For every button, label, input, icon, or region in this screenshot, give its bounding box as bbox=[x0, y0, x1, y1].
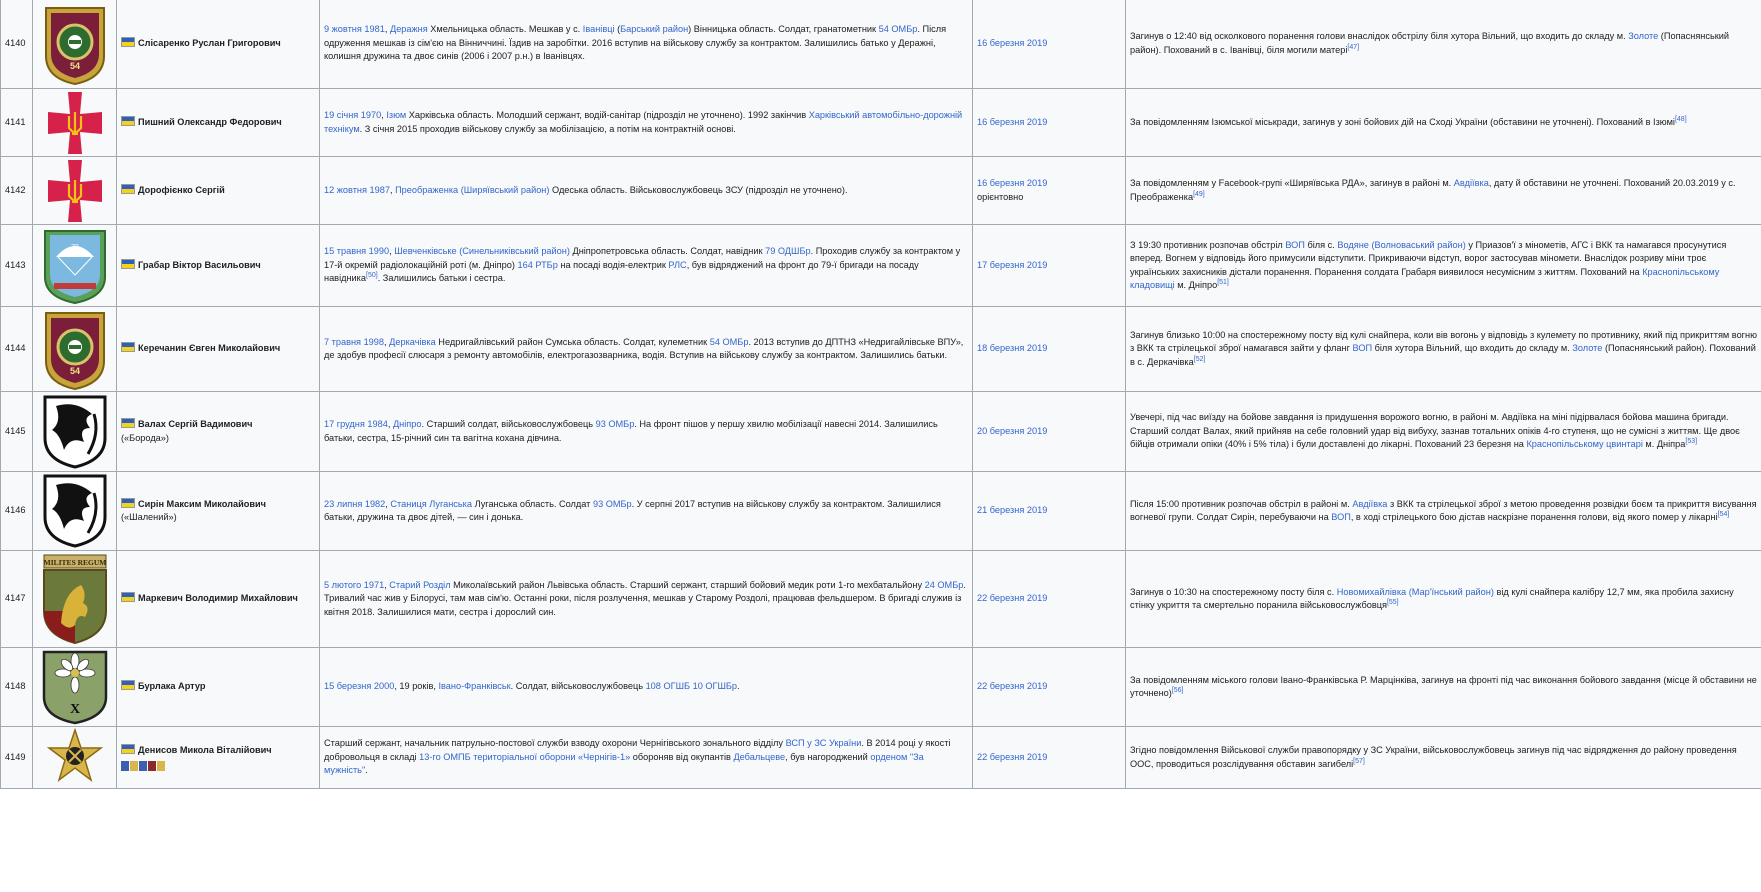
text-segment: , bbox=[381, 110, 387, 120]
text-segment: . bbox=[737, 681, 740, 692]
wiki-link[interactable]: 15 травня 1990 bbox=[324, 246, 390, 257]
wiki-link[interactable]: Авдіївка bbox=[1352, 498, 1388, 509]
wiki-link[interactable]: Золоте bbox=[1572, 343, 1603, 354]
unit-emblem-cell bbox=[33, 472, 117, 551]
table-row bbox=[1, 225, 1761, 307]
text-segment: біля хутора Вільний, що входить до складу м. bbox=[1372, 343, 1573, 354]
text-segment: , був відряджений на фронт до 79-ї бригади на посаду навідника bbox=[324, 259, 919, 284]
wiki-link[interactable]: Деражня bbox=[389, 24, 428, 35]
circumstances-cell bbox=[1126, 225, 1761, 307]
text-segment: , був нагороджений bbox=[785, 751, 871, 762]
text-segment: За повідомленням Ізюмської міськради, загинув у зоні бойових дій на Сході України (обставини не уточнені). Похований в Ізюмі bbox=[1130, 116, 1675, 127]
biography-cell bbox=[320, 157, 973, 225]
ukraine-flag-icon bbox=[121, 184, 135, 194]
footnote-reference[interactable]: [55] bbox=[1386, 598, 1399, 606]
table-row bbox=[1, 157, 1761, 225]
soldier-name-cell bbox=[117, 89, 320, 157]
black-griffin-93-brigade-icon[interactable] bbox=[33, 394, 116, 470]
text-segment: . Старший солдат, військовослужбовець bbox=[421, 419, 596, 429]
ukraine-flag-icon bbox=[121, 37, 135, 47]
biography-cell bbox=[320, 89, 973, 157]
circumstances-cell bbox=[1126, 472, 1761, 551]
death-date-cell bbox=[973, 157, 1126, 225]
ukraine-flag-icon bbox=[121, 342, 135, 352]
soldier-name: Сирін Максим Миколайович bbox=[138, 498, 267, 509]
wiki-link[interactable]: орденом "За мужність" bbox=[324, 751, 924, 776]
circumstances-cell bbox=[1126, 307, 1761, 392]
biography-cell bbox=[320, 727, 973, 789]
text-segment: ) Вінницька область. Солдат, гранатометник bbox=[688, 24, 879, 35]
soldier-name-cell bbox=[117, 392, 320, 472]
footnote-reference[interactable]: [50] bbox=[366, 272, 378, 280]
text-segment: , bbox=[385, 498, 391, 509]
wiki-link[interactable]: Дніпро bbox=[392, 419, 422, 429]
wiki-link[interactable]: 164 РТБр bbox=[517, 259, 558, 270]
wiki-link[interactable]: Золоте bbox=[1628, 31, 1659, 41]
wiki-link[interactable]: Краснопільському цвинтарі bbox=[1526, 439, 1643, 450]
text-segment: у Приазов'ї з мінометів, АГС і ВКК та намагався просунутися вперед. Вогнем у відповідь його примусили відступити. Прикриваючи відступ, ворог застосував міномети. Внаслідок розриву міни троє українських захисників дістали поранення. Поранення солдата Грабаря виявилося несумісним з життям. Похований на bbox=[1130, 239, 1727, 277]
wiki-link[interactable]: 9 жовтня 1981 bbox=[324, 24, 385, 35]
footnote-reference[interactable]: [49] bbox=[1193, 190, 1205, 198]
text-segment: з ВКК та стрілецької зброї з метою проведення розвідки боєм та прикриття висування вогневої групи. Солдат Сирін, перебуваючи на bbox=[1130, 498, 1757, 522]
footnote-reference[interactable]: [48] bbox=[1674, 115, 1687, 123]
death-date-link[interactable]: 22 березня 2019 bbox=[977, 751, 1048, 762]
wiki-link[interactable]: Шевченківське (Синельниківський район) bbox=[394, 246, 570, 257]
ribbon-bar bbox=[157, 761, 165, 771]
text-segment: , bbox=[387, 419, 393, 429]
wiki-link[interactable]: 79 ОДШБр bbox=[765, 246, 811, 257]
text-segment: , 19 років, bbox=[394, 681, 439, 692]
unit-emblem-cell bbox=[33, 648, 117, 727]
wiki-link[interactable]: ВОП bbox=[1331, 512, 1351, 522]
soldier-name: Бурлака Артур bbox=[138, 681, 206, 692]
soldier-name-cell bbox=[117, 472, 320, 551]
text-segment: Старший сержант, начальник патрульно-постової служби взводу охорони Чернігівського зонального відділу bbox=[324, 738, 786, 749]
wiki-link[interactable]: Деркачівка bbox=[389, 336, 436, 347]
red-cross-trident-icon[interactable] bbox=[33, 158, 116, 224]
unit-emblem-cell bbox=[33, 157, 117, 225]
row-number: 4144 bbox=[1, 307, 33, 392]
text-segment: . 2013 вступив до ДПТНЗ «Недригайлівське ВПУ», де здобув професії слюсаря з ремонту автомобілів, електрогазозварника, водія. Вступив на військову службу за контрактом. Залишились батьки. bbox=[324, 336, 964, 360]
circumstances-cell bbox=[1126, 0, 1761, 89]
death-date-link[interactable]: 16 березня 2019 bbox=[977, 116, 1048, 127]
wiki-link[interactable]: РЛС bbox=[668, 259, 687, 270]
military-police-star-icon[interactable] bbox=[33, 728, 116, 788]
wiki-link[interactable]: 93 ОМБр bbox=[592, 498, 632, 509]
soldier-name: Дорофієнко Сергій bbox=[138, 184, 225, 195]
soldier-name-cell bbox=[117, 225, 320, 307]
footnote-reference[interactable]: [54] bbox=[1717, 510, 1730, 518]
wiki-link[interactable]: Преображенка (Ширяївський район) bbox=[395, 184, 550, 195]
wiki-link[interactable]: 54 ОМБр bbox=[709, 336, 749, 347]
wiki-link[interactable]: 10 ОГШБр bbox=[692, 681, 738, 692]
text-segment: З 19:30 противник розпочав обстріл bbox=[1130, 239, 1286, 250]
death-date-link[interactable]: 22 березня 2019 bbox=[977, 681, 1048, 692]
ribbon-bar bbox=[139, 761, 147, 771]
table-row bbox=[1, 0, 1761, 89]
date-note: орієнтовно bbox=[977, 191, 1024, 202]
wiki-link[interactable]: ВОП bbox=[1352, 343, 1373, 354]
death-date-link[interactable]: 16 березня 2019 bbox=[977, 178, 1048, 188]
circumstances-cell bbox=[1126, 89, 1761, 157]
table-row bbox=[1, 727, 1761, 789]
ribbon-bar bbox=[130, 761, 138, 771]
death-date-cell bbox=[973, 472, 1126, 551]
soldier-name: Маркевич Володимир Михайлович bbox=[138, 593, 298, 604]
ukraine-flag-icon bbox=[121, 592, 135, 602]
award-ribbons-icon[interactable] bbox=[121, 761, 315, 771]
text-segment: . Тривалий час жив у Білорусі, там мав сім'ю. Останні роки, після розлучення, мешкав у Старому Роздолі, працював фельдшером. В бригаді служив із квітня 2018. Залишилися мати, сестра і дорослий син. bbox=[324, 579, 966, 617]
wiki-link[interactable]: Дебальцеве bbox=[733, 751, 786, 762]
soldier-name-cell bbox=[117, 307, 320, 392]
wiki-link[interactable]: ВСП у ЗС України bbox=[785, 738, 862, 749]
circumstances-cell bbox=[1126, 392, 1761, 472]
text-segment: ( bbox=[614, 24, 621, 35]
text-segment: Недригайлівський район Сумська область. Солдат, кулеметник bbox=[435, 336, 710, 347]
text-segment: Луганська область. Солдат bbox=[472, 498, 593, 509]
wiki-link[interactable]: Новомихайлівка (Мар'їнський район) bbox=[1336, 586, 1494, 597]
text-segment: За повідомленням у Facebook-групі «Ширяївська РДА», загинув в районі м. bbox=[1130, 178, 1454, 188]
wiki-link[interactable]: 19 січня 1970 bbox=[324, 110, 382, 120]
footnote-reference[interactable]: [53] bbox=[1685, 438, 1698, 446]
text-segment: Хмельницька область. Мешкав у с. bbox=[427, 24, 583, 35]
death-date-link[interactable]: 17 березня 2019 bbox=[977, 259, 1048, 270]
soldier-name-cell bbox=[117, 727, 320, 789]
text-segment: . Після одруження мешкав із сім'єю на Вінниччині. Їздив на заробітки. 2016 вступив на військову службу за контрактом. Залишились батько у Деражні, колишня дружина та двоє синів (2006 і 2007 р.н.) в Іванівцях. bbox=[324, 24, 947, 62]
text-segment: , bbox=[389, 246, 395, 257]
text-segment: (Попаснянський район). Похований в с. Деркачівка bbox=[1130, 343, 1756, 367]
text-segment: . В 2014 році у якості добровольця в складі bbox=[324, 738, 951, 762]
row-number: 4148 bbox=[1, 648, 33, 727]
circumstances-cell bbox=[1126, 648, 1761, 727]
soldier-name-cell bbox=[117, 0, 320, 89]
text-segment: . Солдат, військовослужбовець bbox=[510, 681, 646, 692]
footnote-reference[interactable]: [57] bbox=[1353, 757, 1365, 765]
militi-regum-lion-icon[interactable] bbox=[33, 553, 116, 645]
text-segment: Миколаївський район Львівська область. Старший сержант, старший бойовий медик роти 1-го мехбатальйону bbox=[450, 579, 925, 590]
death-date-link[interactable]: 16 березня 2019 bbox=[977, 37, 1048, 48]
text-segment: , в ході стрілецького бою дістав наскрізне поранення голови, від якого помер у лікарні bbox=[1350, 512, 1718, 522]
wiki-link[interactable]: 93 ОМБр bbox=[595, 419, 635, 429]
row-number: 4142 bbox=[1, 157, 33, 225]
biography-cell bbox=[320, 648, 973, 727]
footnote-reference[interactable]: [52] bbox=[1193, 355, 1206, 363]
text-segment: Увечері, під час виїзду на бойове завдання із придушення ворожого вогню, в районі м. Авдіївка на міні підірвалася бойова машина бригади. Старший солдат Валах, який прийняв на себе головний удар від вибуху, зазнав тотальних опіків 4-го ступеня, що не сумісні з життям. Ще двоє бійців отримали опіки (40% і 5% тіла) і були доставлені до лікарні. Похований 23 березня на bbox=[1130, 412, 1740, 450]
soldier-nickname: («Борода») bbox=[121, 432, 169, 443]
shield-54-brigade-icon[interactable] bbox=[33, 2, 116, 86]
wiki-link[interactable]: Авдіївка bbox=[1453, 178, 1489, 188]
wiki-link[interactable]: 7 травня 1998 bbox=[324, 336, 385, 347]
wiki-link[interactable]: 108 ОГШБ bbox=[645, 681, 691, 692]
text-segment: . Залишились батьки і сестра. bbox=[377, 273, 506, 284]
text-segment: (Попаснянський район). Похований в с. Іванівці, біля могили матері bbox=[1130, 31, 1730, 55]
table-row bbox=[1, 472, 1761, 551]
biography-cell bbox=[320, 551, 973, 648]
text-segment: на посаді водія-електрик bbox=[557, 259, 669, 270]
soldier-name-cell bbox=[117, 157, 320, 225]
text-segment: Загинув о 12:40 від осколкового поранення голови внаслідок обстрілу біля хутора Вільний, що входить до складу м. bbox=[1130, 31, 1629, 41]
biography-cell bbox=[320, 307, 973, 392]
death-date-cell bbox=[973, 307, 1126, 392]
parachute-79-brigade-icon[interactable] bbox=[33, 227, 116, 305]
soldier-nickname: («Шалений») bbox=[121, 512, 177, 522]
death-date-cell bbox=[973, 392, 1126, 472]
text-segment: За повідомленням міського голови Івано-Франківська Р. Марцінківа, загинув на фронті під час виконання бойового завдання (місце й обставини не уточнено) bbox=[1130, 674, 1757, 698]
table-row bbox=[1, 89, 1761, 157]
death-date-cell bbox=[973, 648, 1126, 727]
row-number: 4146 bbox=[1, 472, 33, 551]
wiki-link[interactable]: Ізюм bbox=[386, 110, 407, 120]
soldier-name: Слісаренко Руслан Григорович bbox=[138, 37, 281, 48]
row-number: 4149 bbox=[1, 727, 33, 789]
ukraine-flag-icon bbox=[121, 498, 135, 508]
text-segment: обороняв від окупантів bbox=[630, 751, 734, 762]
death-date-cell bbox=[973, 225, 1126, 307]
footnote-reference[interactable]: [56] bbox=[1171, 686, 1184, 694]
ribbon-bar bbox=[148, 761, 156, 771]
row-number: 4141 bbox=[1, 89, 33, 157]
death-date-link[interactable]: 18 березня 2019 bbox=[977, 343, 1048, 354]
shield-54-brigade-icon[interactable] bbox=[33, 307, 116, 391]
edelweiss-10-brigade-icon[interactable] bbox=[33, 649, 116, 725]
text-segment: від кулі снайпера калібру 12,7 мм, яка пробила захисну стінку укриття та смертельно поранила військовослужбовця bbox=[1130, 586, 1734, 610]
death-date-link[interactable]: 21 березня 2019 bbox=[977, 505, 1048, 516]
soldier-name-cell bbox=[117, 551, 320, 648]
death-date-cell bbox=[973, 551, 1126, 648]
text-segment: . З січня 2015 проходив військову службу за мобілізацією, а потім на контрактній основі. bbox=[359, 123, 736, 134]
text-segment: , bbox=[384, 336, 390, 347]
svg-text:54: 54 bbox=[69, 60, 80, 71]
wiki-link[interactable]: Водяне (Волноваський район) bbox=[1337, 239, 1466, 250]
text-segment: м. Дніпра bbox=[1642, 439, 1686, 450]
text-segment: . bbox=[365, 765, 368, 776]
ukraine-flag-icon bbox=[121, 116, 135, 126]
unit-emblem-cell bbox=[33, 225, 117, 307]
wiki-link[interactable]: Іванівці bbox=[582, 24, 615, 35]
ukraine-flag-icon bbox=[121, 744, 135, 754]
text-segment: , bbox=[384, 579, 390, 590]
death-date-link[interactable]: 22 березня 2019 bbox=[977, 593, 1048, 604]
row-number: 4140 bbox=[1, 0, 33, 89]
wiki-link[interactable]: Краснопільському кладовищі bbox=[1130, 266, 1720, 290]
text-segment: біля с. bbox=[1304, 239, 1338, 250]
unit-emblem-cell bbox=[33, 89, 117, 157]
wiki-link[interactable]: Івано-Франківськ bbox=[438, 681, 511, 692]
biography-cell bbox=[320, 225, 973, 307]
death-date-cell bbox=[973, 89, 1126, 157]
text-segment: . На фронт пішов у першу хвилю мобілізації навесні 2014. Залишились батьки, сестра, 15-річний син та вагітна кохана дівчина. bbox=[324, 419, 938, 443]
circumstances-cell bbox=[1126, 551, 1761, 648]
text-segment: Загинув о 10:30 на спостережному посту біля с. bbox=[1130, 586, 1337, 597]
row-number: 4145 bbox=[1, 392, 33, 472]
biography-cell bbox=[320, 472, 973, 551]
footnote-reference[interactable]: [51] bbox=[1217, 278, 1229, 286]
death-date-cell bbox=[973, 0, 1126, 89]
wiki-link[interactable]: 15 березня 2000 bbox=[324, 681, 395, 692]
circumstances-cell bbox=[1126, 727, 1761, 789]
unit-emblem-cell bbox=[33, 392, 117, 472]
text-segment: . Проходив службу за контрактом у 17-й окремій радіолокаційній роті (м. Дніпро) bbox=[324, 246, 961, 270]
wiki-link[interactable]: Старий Розділ bbox=[389, 579, 451, 590]
soldier-name: Пишний Олександр Федорович bbox=[138, 116, 282, 127]
text-segment: Харківська область. Молодший сержант, водій-санітар (підрозділ не уточнено). 1992 закінчив bbox=[406, 110, 809, 120]
soldier-name: Грабар Віктор Васильович bbox=[138, 259, 261, 270]
ribbon-bar bbox=[121, 761, 129, 771]
soldier-name: Денисов Микола Віталійович bbox=[138, 744, 272, 755]
footnote-reference[interactable]: [47] bbox=[1347, 43, 1360, 51]
wiki-link[interactable]: Станиця Луганська bbox=[390, 498, 473, 509]
svg-text:54: 54 bbox=[69, 366, 80, 376]
soldier-name-cell bbox=[117, 648, 320, 727]
text-segment: , bbox=[389, 184, 396, 195]
ukraine-flag-icon bbox=[121, 680, 135, 690]
black-griffin-93-brigade-icon[interactable] bbox=[33, 473, 116, 549]
table-row bbox=[1, 392, 1761, 472]
text-segment: м. Дніпро bbox=[1174, 280, 1218, 290]
wiki-link[interactable]: 23 липня 1982 bbox=[324, 498, 386, 509]
wiki-link[interactable]: 24 ОМБр bbox=[924, 579, 964, 590]
death-date-cell bbox=[973, 727, 1126, 789]
unit-emblem-cell bbox=[33, 727, 117, 789]
text-segment: Після 15:00 противник розпочав обстріл в районі м. bbox=[1130, 498, 1353, 509]
biography-cell bbox=[320, 0, 973, 89]
svg-text:X: X bbox=[69, 702, 80, 717]
text-segment: , дату й обставини не уточнені. Похований 20.03.2019 у с. Преображенка bbox=[1130, 178, 1736, 202]
wiki-link[interactable]: 17 грудня 1984 bbox=[324, 419, 388, 429]
wiki-link[interactable]: Барський район bbox=[620, 24, 689, 35]
wiki-link[interactable]: 13-го ОМПБ територіальної оборони «Чернігів-1» bbox=[419, 751, 631, 762]
table-row bbox=[1, 551, 1761, 648]
soldier-name: Валах Сергій Вадимович bbox=[138, 419, 253, 429]
wiki-link[interactable]: 54 ОМБр bbox=[878, 24, 918, 35]
row-number: 4143 bbox=[1, 225, 33, 307]
ukraine-flag-icon bbox=[121, 418, 135, 428]
row-number: 4147 bbox=[1, 551, 33, 648]
death-date-link[interactable]: 20 березня 2019 bbox=[977, 425, 1048, 436]
unit-emblem-cell bbox=[33, 551, 117, 648]
red-cross-trident-icon[interactable] bbox=[33, 90, 116, 156]
wiki-link[interactable]: 5 лютого 1971 bbox=[324, 579, 385, 590]
wiki-link[interactable]: Харківський автомобільно-дорожній технікум bbox=[324, 110, 963, 134]
unit-emblem-cell bbox=[33, 307, 117, 392]
text-segment: Одеська область. Військовослужбовець ЗСУ (підрозділ не уточнено). bbox=[549, 184, 848, 195]
text-segment: Загинув близько 10:00 на спостережному посту від кулі снайпера, коли вів вогонь у відповідь з кулемету по противнику, який під прикриттям вогню з ВКК та стрілецької зброї намагався зайти у фланг bbox=[1130, 329, 1757, 354]
wiki-link[interactable]: 12 жовтня 1987 bbox=[324, 184, 390, 195]
svg-text:MILITES REGUM: MILITES REGUM bbox=[43, 558, 106, 567]
text-segment: . У серпні 2017 вступив на військову службу за контрактом. Залишилися батьки, дружина та двоє дітей, — син і донька. bbox=[324, 498, 941, 522]
svg-text:79: 79 bbox=[70, 243, 79, 251]
wiki-link[interactable]: ВОП bbox=[1285, 239, 1305, 250]
biography-cell bbox=[320, 392, 973, 472]
circumstances-cell bbox=[1126, 157, 1761, 225]
text-segment: , bbox=[384, 24, 390, 35]
text-segment: Дніпропетровська область. Солдат, навідник bbox=[569, 246, 766, 257]
unit-emblem-cell bbox=[33, 0, 117, 89]
soldier-name: Керечанин Євген Миколайович bbox=[138, 343, 281, 354]
table-row bbox=[1, 307, 1761, 392]
table-row bbox=[1, 648, 1761, 727]
text-segment: Згідно повідомлення Військової служби правопорядку у ЗС України, військовослужбовець загинув під час відрядження до району проведення ООС, проводиться розслідування обставин загибелі bbox=[1130, 745, 1737, 769]
ukraine-flag-icon bbox=[121, 259, 135, 269]
